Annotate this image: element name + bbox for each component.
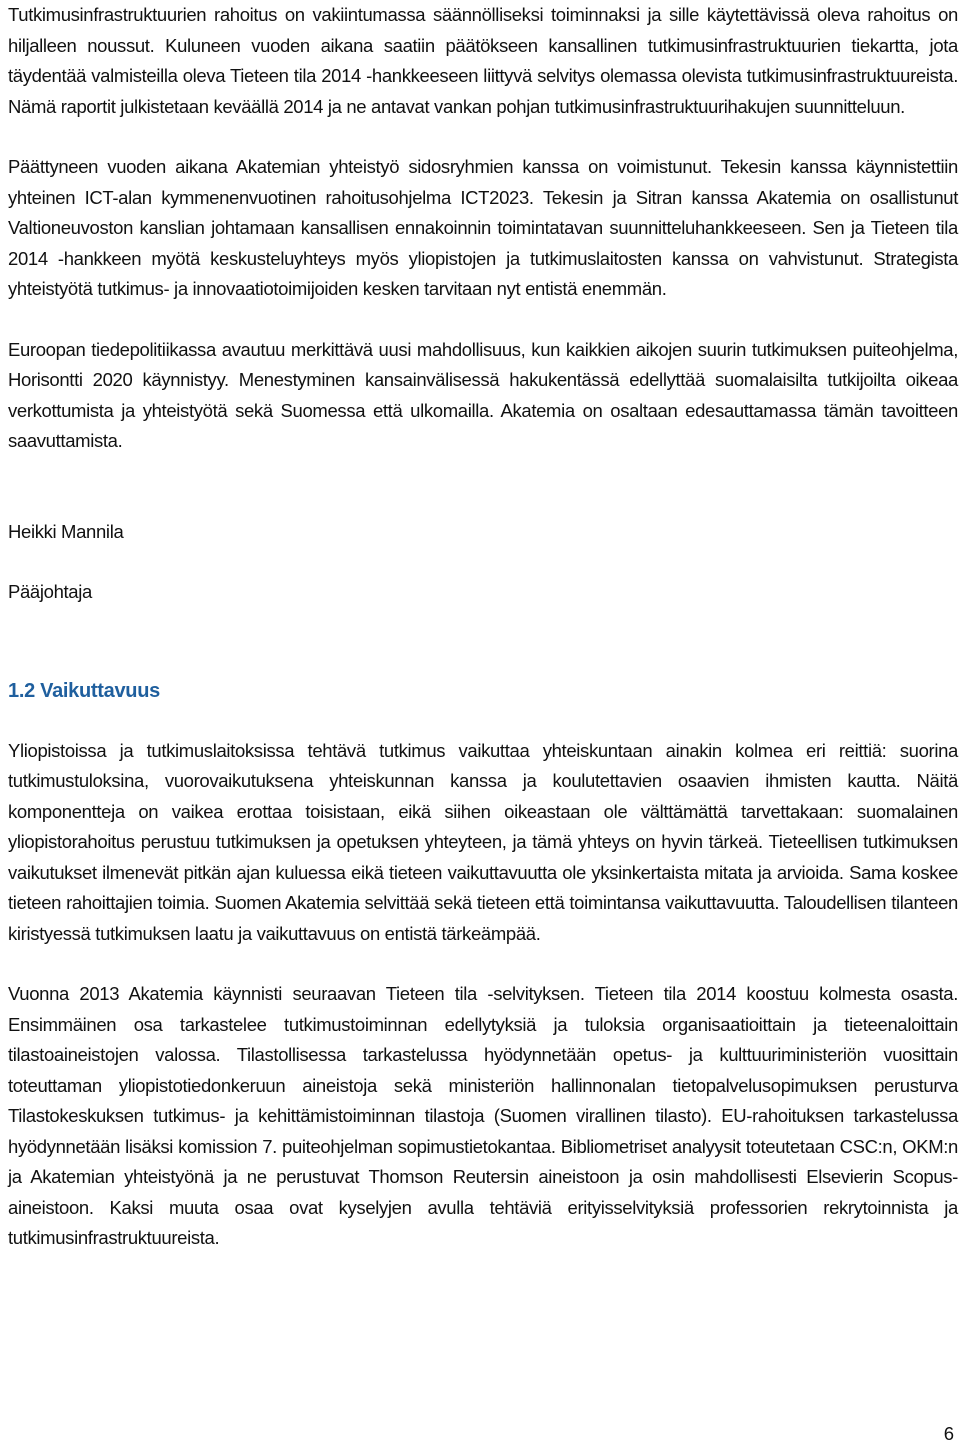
- page-number: 6: [943, 1423, 954, 1444]
- paragraph-horizon-2020: Euroopan tiedepolitiikassa avautuu merkittävä uusi mahdollisuus, kun kaikkien aikojen suurin tutkimuksen puiteohjelma, Horisontti 2020 käynnistyy. Menestyminen kansainvälisessä hakukentässä edellyttää suomalaisilta tutkijoilta oikeaa verkottumista ja yhteistyötä sekä Suomessa että ulkomailla. Akatemia on osaltaan edesauttamassa tämän tavoitteen saavuttamista.: [8, 338, 958, 451]
- paragraph-infrastructure-funding: Tutkimusinfrastruktuurien rahoitus on vakiintumassa säännölliseksi toiminnaksi ja sille käytettävissä oleva rahoitus on hiljalleen noussut. Kuluneen vuoden aikana saatiin päätökseen kansallinen tutkimusinfrastruktuurien tiekartta, jota täydentää valmisteilla oleva Tieteen tila 2014 -hankkeeseen liittyvä selvitys olemassa olevista tutkimusinfrastruktuureista. Nämä raportit julkistetaan keväällä 2014 ja ne antavat vankan pohjan tutkimusinfrastruktuurihakujen suunnitteluun.: [8, 4, 958, 117]
- paragraph-research-impact: Yliopistoissa ja tutkimuslaitoksissa tehtävä tutkimus vaikuttaa yhteiskuntaan ainakin kolmea eri reittiä: suorina tutkimustuloksina, vuorovaikutuksena yhteiskunnan kanssa ja koulutettavien osaavien ihmisten kautta. Näitä komponentteja on vaikea erottaa toisistaan, eikä siihen oikeastaan ole välttämättä tarvettakaan: suomalainen yliopistorahoitus perustuu tutkimuksen ja opetuksen yhteyteen, ja tämä yhteys on hyvin tärkeä. Tieteellisen tutkimuksen vaikutukset ilmenevät pitkän ajan kuluessa eikä tieteen vaikuttavuutta ole yksinkertaista mitata ja arvioida. Sama koskee tieteen rahoittajien toimia. Suomen Akatemia selvittää sekä tieteen että toimintansa vaikuttavuutta. Taloudellisen tilanteen kiristyessä tutkimuksen laatu ja vaikuttavuus on entistä tärkeämpää.: [8, 739, 958, 944]
- paragraph-state-of-science: Vuonna 2013 Akatemia käynnisti seuraavan Tieteen tila -selvityksen. Tieteen tila 2014 koostuu kolmesta osasta. Ensimmäinen osa tarkastelee tutkimustoiminnan edellytyksiä ja tuloksia organisaatioittain ja tieteenaloittain tilastoaineistojen valossa. Tilastollisessa tarkastelussa hyödynnetään opetus- ja kulttuuriministeriön vuosittain toteuttaman yliopistotiedonkeruun aineistoja sekä ministeriön hallinnonalan tietopalvelusopimuksen perusturva Tilastokeskuksen tutkimus- ja kehittämistoiminnan tilastoja (Suomen virallinen tilasto). EU-rahoituksen tarkastelussa hyödynnetään lisäksi komission 7. puiteohjelman sopimustietokantaa. Bibliometriset analyysit toteutetaan CSC:n, OKM:n ja Akatemian yhteistyönä ja ne perustuvat Thomson Reutersin aineistoon ja osin mahdollisesti Elsevierin Scopus-aineistoon. Kaksi muuta osaa ovat kyselyjen avulla tehtäviä erityisselvityksiä professorien rekrytoinnista ja tutkimusinfrastruktuureista.: [8, 983, 958, 1248]
- paragraph-stakeholder-cooperation: Päättyneen vuoden aikana Akatemian yhteistyö sidosryhmien kanssa on voimistunut. Tekesin kanssa käynnistettiin yhteinen ICT-alan kymmenenvuotinen rahoitusohjelma ICT2023. Tekesin ja Sitran kanssa Akatemia on osallistunut Valtioneuvoston kanslian johtamaan kansallisen ennakoinnin toimintatavan suunnitteluhankkeeseen. Sen ja Tieteen tila 2014 -hankkeen myötä keskusteluyhteys myös yliopistojen ja tutkimuslaitosten kanssa on vahvistunut. Strategista yhteistyötä tutkimus- ja innovaatiotoimijoiden kesken tarvitaan nyt entistä enemmän.: [8, 156, 958, 299]
- signature-title: Pääjohtaja: [8, 581, 92, 602]
- document-page: [8, 0, 958, 1254]
- section-heading: 1.2 Vaikuttavuus: [8, 679, 160, 702]
- signature-name: Heikki Mannila: [8, 520, 124, 542]
